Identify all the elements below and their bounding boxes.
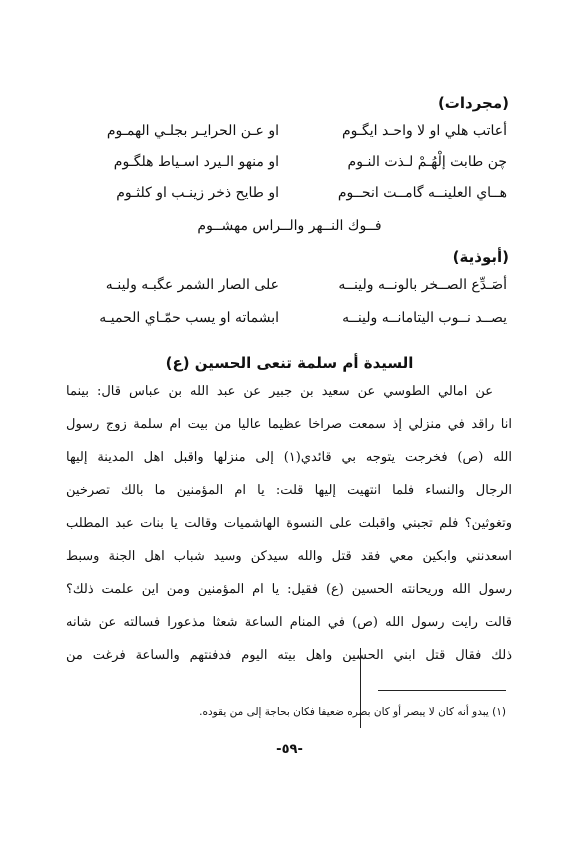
body-paragraph-line: الرجال والنساء فلما انتهيت إليها قلت: يا أم المؤمنين ما بالك تصرخين [66,484,512,497]
abudhiyya-verse-1-first: أصَـدِّع الصــخر بالونــه ولينــه [338,277,507,293]
verse-3-second-hemistich: او طايح ذخر زينـب او كلثـوم [116,185,279,201]
verse-1-second-hemistich: او عـن الحرايـر بجلـي الهمـوم [106,123,279,139]
footnote-text: (١) يبدو أنه كان لا يبصر أو كان بصره ضعيفا فكان بحاجة إلى من يقوده. [199,706,506,718]
body-paragraph-line: قالت رأيت رسول الله (ص) في المنام الساعة شعثا مذعورا فسألته عن شأنه [66,616,512,629]
abudhiyya-verse-2-second: ابشماته او يسب حمّـاي الحميـه [99,310,279,326]
abudhiyya-verse-2-first: يصــد نــوب اليتامانــه ولينــه [342,310,507,326]
page-section-title: السيدة أم سلمة تنعى الحسين (ع) [165,354,414,372]
footnote-divider [378,690,506,691]
page-number: -٥٩- [276,742,303,757]
section-heading-abudhiyya: (أبوذية) [452,248,509,266]
body-paragraph-line: الله (ص) فخرجت يتوجه بي قائدي(١) إلى منزلها وأقبل أهل المدينة إليها [66,451,512,464]
verse-2-first-hemistich: چن طابت إلْهُـمْ لـذت النـوم [347,154,507,170]
verse-3-first-hemistich: هــاي العلينــه گامــت انحــوم [337,185,507,201]
body-paragraph-line: عن أمالي الطوسي عن سعيد بن جبير عن عبد الله بن عباس قال: بينما [66,385,493,398]
abudhiyya-verse-1-second: على الصار الشمر عگبـه ولينـه [105,277,279,293]
section-heading-mujarradat: (مجردات) [437,94,509,112]
body-paragraph-line: أسعدنني وأبكين معي فقد قتل والله سيدكن وسيد شباب أهل الجنة وسبط [66,550,512,563]
body-paragraph-line: وتغوثين؟ فلم تجبني وأقبلت على النسوة الهاشميات وقالت يا بنات عبد المطلب [66,517,512,530]
body-paragraph-line: رسول الله وريحانته الحسين (ع) فقيل: يا أم المؤمنين ومن أين علمت ذلك؟ [66,583,512,596]
verse-2-second-hemistich: او منهو الـيرد اسـياط هلگـوم [113,154,279,170]
body-paragraph-line: أنا راقد في منزلي إذ سمعت صراخا عظيما عاليا من بيت أم سلمة زوج رسول [66,418,512,431]
closing-verse: فــوك النــهر والــراس مهشــوم [197,218,382,234]
verse-1-first-hemistich: أعاتب هلي او لا واحـد ايگـوم [342,123,507,139]
body-paragraph-line: ذلك فقال قتل ابني الحسين وأهل بيته اليوم فدفنتهم والساعة فرغت من [66,649,512,662]
